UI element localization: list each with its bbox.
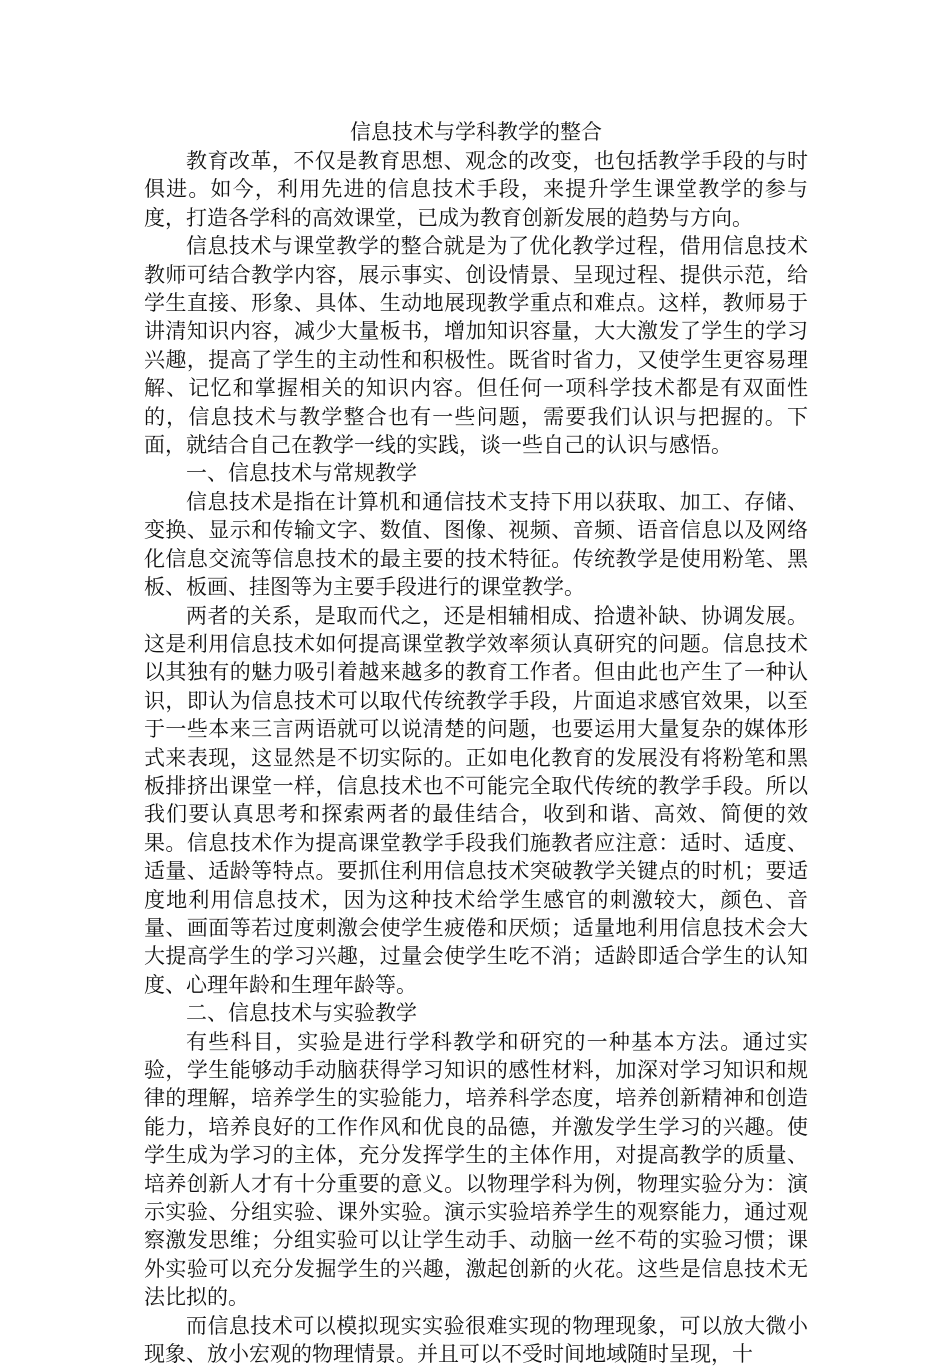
- section-heading-1: 一、信息技术与常规教学: [186, 461, 417, 486]
- paragraph-experiment: 有些科目，实验是进行学科教学和研究的一种基本方法。通过实验，学生能够动手动脑获得学习知识的感性材料，加深对学习知识和规律的理解，培养学生的实验能力，培养科学态度，培养创新精神和创造能力，培养良好的工作作风和优良的品德，并激发学生学习的兴趣。使学生成为学习的主体，充分发挥学生的主体作用，对提高教学的质量、培养创新人才有十分重要的意义。以物理学科为例，物理实验分为：演示实验、分组实验、课外实验。演示实验培养学生的观察能力，通过观察激发思维；分组实验可以让学生动手、动脑一丝不苟的实验习惯；课外实验可以充分发掘学生的兴趣，激起创新的火花。这些是信息技术无法比拟的。: [144, 1029, 808, 1310]
- paragraph-relationship: 两者的关系，是取而代之，还是相辅相成、拾遗补缺、协调发展。这是利用信息技术如何提高课堂教学效率须认真研究的问题。信息技术以其独有的魅力吸引着越来越多的教育工作者。但由此也产生了一种认识，即认为信息技术可以取代传统教学手段，片面追求感官效果，以至于一些本来三言两语就可以说清楚的问题，也要运用大量复杂的媒体形式来表现，这显然是不切实际的。正如电化教育的发展没有将粉笔和黑板排挤出课堂一样，信息技术也不可能完全取代传统的教学手段。所以我们要认真思考和探索两者的最佳结合，收到和谐、高效、简便的效果。信息技术作为提高课堂教学手段我们施教者应注意：适时、适度、适量、适龄等特点。要抓住利用信息技术突破教学关键点的时机；要适度地利用信息技术，因为这种技术给学生感官的刺激较大，颜色、音量、画面等若过度刺激会使学生疲倦和厌烦；适量地利用信息技术会大大提高学生的学习兴趣，过量会使学生吃不消；适龄即适合学生的认知度、心理年龄和生理年龄等。: [144, 603, 808, 997]
- paragraph-definition: 信息技术是指在计算机和通信技术支持下用以获取、加工、存储、变换、显示和传输文字、数值、图像、视频、音频、语音信息以及网络化信息交流等信息技术的最主要的技术特征。传统教学是使用粉笔、黑板、板画、挂图等为主要手段进行的课堂教学。: [144, 489, 808, 600]
- document-title: 信息技术与学科教学的整合: [350, 120, 602, 144]
- document-page: [144, 117, 808, 1368]
- section-heading-2: 二、信息技术与实验教学: [186, 1001, 417, 1026]
- paragraph-intro: 教育改革，不仅是教育思想、观念的改变，也包括教学手段的与时俱进。如今，利用先进的信息技术手段，来提升学生课堂教学的参与度，打造各学科的高效课堂，已成为教育创新发展的趋势与方向。: [144, 149, 808, 230]
- paragraph-simulation: 而信息技术可以模拟现实实验很难实现的物理现象，可以放大微小现象、放小宏观的物理情景。并且可以不受时间地域随时呈现，十: [144, 1313, 808, 1367]
- paragraph-integration: 信息技术与课堂教学的整合就是为了优化教学过程，借用信息技术教师可结合教学内容，展示事实、创设情景、呈现过程、提供示范，给学生直接、形象、具体、生动地展现教学重点和难点。这样，教师易于讲清知识内容，减少大量板书，增加知识容量，大大激发了学生的学习兴趣，提高了学生的主动性和积极性。既省时省力，又使学生更容易理解、记忆和掌握相关的知识内容。但任何一项科学技术都是有双面性的，信息技术与教学整合也有一些问题，需要我们认识与把握的。下面，就结合自己在教学一线的实践，谈一些自己的认识与感悟。: [144, 234, 808, 458]
